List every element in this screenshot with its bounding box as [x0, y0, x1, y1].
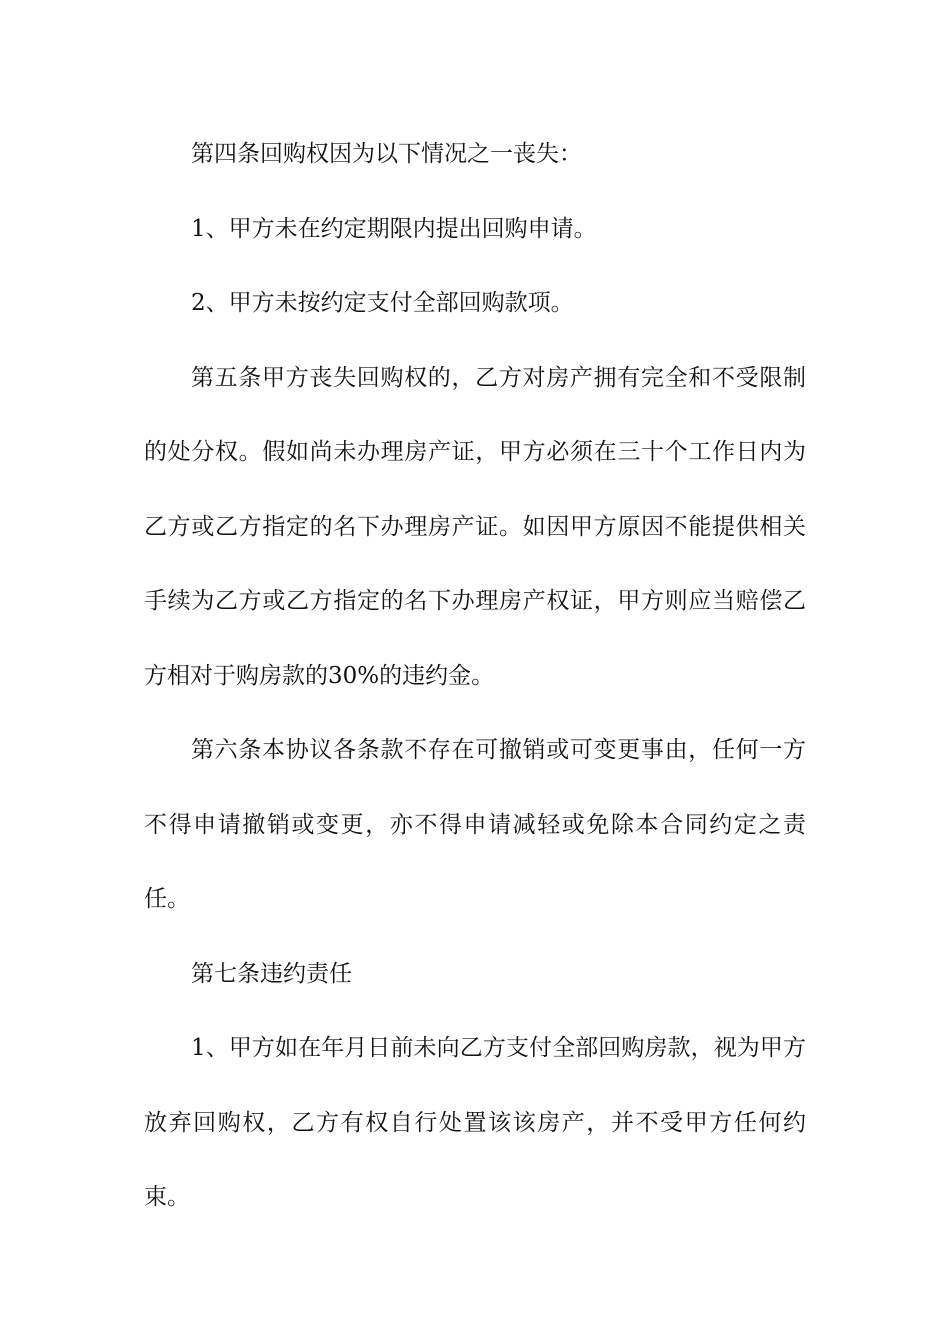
clause-6-paragraph: 第六条本协议各条款不存在可撤销或可变更事由，任何一方不得申请撤销或变更，亦不得申请减轻或免除本合同约定之责任。 [144, 737, 806, 912]
clause-5-paragraph: 第五条甲方丧失回购权的，乙方对房产拥有完全和不受限制的处分权。假如尚未办理房产证，甲方必须在三十个工作日内为乙方或乙方指定的名下办理房产证。如因甲方原因不能提供相关手续为乙方或乙方指定的名下办理房产权证，甲方则应当赔偿乙方相对于购房款的30%的违约金。 [144, 364, 806, 689]
clause-7-item-1: 1、甲方如在年月日前未向乙方支付全部回购房款，视为甲方放弃回购权，乙方有权自行处置该该房产，并不受甲方任何约束。 [144, 1035, 806, 1210]
clause-7-heading: 第七条违约责任 [191, 960, 352, 987]
clause-4-heading: 第四条回购权因为以下情况之一丧失： [191, 141, 582, 167]
clause-4-item-2: 2、甲方未按约定支付全部回购款项。 [191, 290, 574, 316]
document-body [144, 117, 806, 1235]
clause-4-item-1: 1、甲方未在约定期限内提出回购申请。 [191, 215, 597, 242]
